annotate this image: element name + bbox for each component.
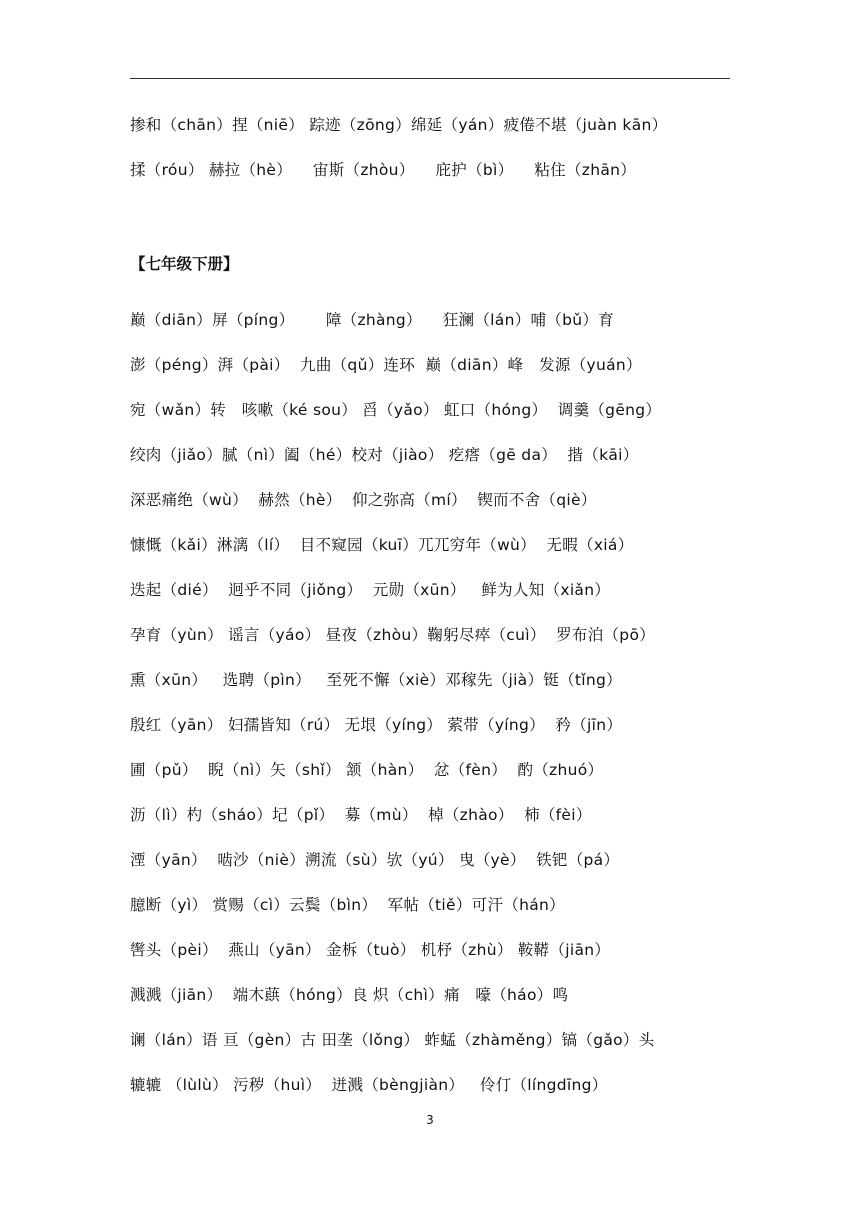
vocab-line: 慷慨（kǎi）淋漓（lí） 目不窥园（kuī）兀兀穷年（wù） 无暇（xiá） (130, 536, 634, 554)
vocab-line: 揉（róu） 赫拉（hè） 宙斯（zhòu） 庇护（bì） 粘住（zhān） (130, 161, 637, 179)
vocab-line: 深恶痛绝（wù） 赫然（hè） 仰之弥高（mí） 锲而不舍（qiè） (130, 491, 597, 509)
vocab-line: 谰（lán）语 亘（gèn）古 田垄（lǒng） 蚱蜢（zhàměng）镐（gǎo）头 (130, 1031, 655, 1049)
vocab-line: 巅（diān）屏（píng） 障（zhàng） 狂澜（lán）哺（bǔ）育 (130, 311, 614, 329)
page-number: 3 (426, 1113, 434, 1127)
vocab-line: 溅溅（jiān） 端木蕻（hóng）良 炽（chì）痛 嚎（háo）鸣 (130, 986, 569, 1004)
vocab-line: 辔头（pèi） 燕山（yān） 金柝（tuò） 机杼（zhù） 鞍鞯（jiān） (130, 941, 611, 959)
vocab-line: 臆断（yì） 赏赐（cì）云鬓（bìn） 军帖（tiě）可汗（hán） (130, 896, 565, 914)
vocab-line: 沥（lì）杓（sháo）圮（pǐ） 募（mù） 棹（zhào） 柿（fèi） (130, 806, 592, 824)
vocab-line: 绞肉（jiǎo）腻（nì）阖（hé）校对（jiào） 疙瘩（gē da） 揩（kāi） (130, 446, 639, 464)
vocab-line: 圃（pǔ） 睨（nì）矢（shǐ） 颔（hàn） 忿（fèn） 酌（zhuó） (130, 761, 604, 779)
vocab-line: 湮（yān） 啮沙（niè）溯流（sù）欤（yú） 曳（yè） 铁钯（pá） (130, 851, 620, 869)
header-rule (130, 78, 730, 79)
vocab-line: 掺和（chān）捏（niē） 踪迹（zōng）绵延（yán）疲倦不堪（juàn kān） (130, 116, 668, 134)
vocab-line: 宛（wǎn）转 咳嗽（ké sou） 舀（yǎo） 虹口（hóng） 调羹（gēng） (130, 401, 662, 419)
section-heading: 【七年级下册】 (130, 255, 239, 273)
vocab-line: 迭起（dié） 迥乎不同（jiǒng） 元勋（xūn） 鲜为人知（xiǎn） (130, 581, 611, 599)
vocab-line: 孕育（yùn） 谣言（yáo） 昼夜（zhòu）鞠躬尽瘁（cuì） 罗布泊（pō） (130, 626, 656, 644)
vocab-line: 辘辘 （lùlù） 污秽（huì） 迸溅（bèngjiàn） 伶仃（língdīng） (130, 1076, 608, 1094)
vocab-line: 澎（péng）湃（pài） 九曲（qǔ）连环 巅（diān）峰 发源（yuán） (130, 356, 642, 374)
vocab-line: 殷红（yān） 妇孺皆知（rú） 无垠（yíng） 萦带（yíng） 矜（jīn） (130, 716, 623, 734)
vocab-line: 熏（xūn） 选聘（pìn） 至死不懈（xiè）邓稼先（jià）铤（tǐng） (130, 671, 622, 689)
